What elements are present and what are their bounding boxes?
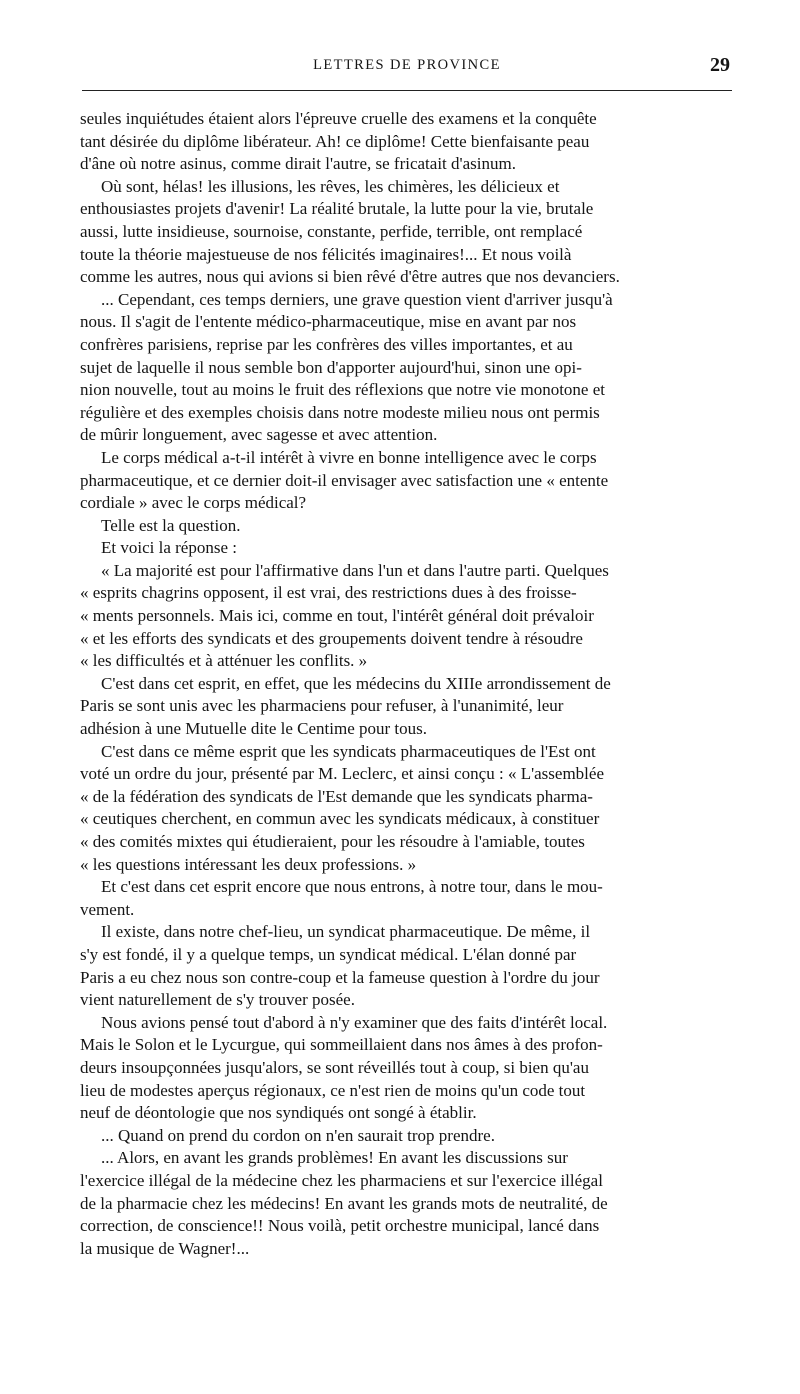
- text-line: confrères parisiens, reprise par les confrères des villes importantes, et au: [80, 334, 573, 354]
- text-line: Il existe, dans notre chef-lieu, un syndicat pharmaceutique. De même, il: [101, 922, 591, 942]
- text-line: ... Quand on prend du cordon on n'en saurait trop prendre.: [101, 1125, 495, 1145]
- text-line: « de la fédération des syndicats de l'Est demande que les syndicats pharma-: [80, 786, 593, 806]
- text-line: Mais le Solon et le Lycurgue, qui sommeillaient dans nos âmes à des profon-: [80, 1035, 603, 1055]
- text-line: tant désirée du diplôme libérateur. Ah! ce diplôme! Cette bienfaisante peau: [80, 131, 590, 151]
- text-line: Et c'est dans cet esprit encore que nous entrons, à notre tour, dans le mou-: [101, 877, 603, 897]
- text-line: Telle est la question.: [101, 515, 241, 535]
- text-line: seules inquiétudes étaient alors l'épreuve cruelle des examens et la conquête: [80, 109, 597, 128]
- text-line: correction, de conscience!! Nous voilà, petit orchestre municipal, lancé dans: [80, 1216, 600, 1236]
- text-line: ... Cependant, ces temps derniers, une grave question vient d'arriver jusqu'à: [101, 289, 613, 309]
- text-line: s'y est fondé, il y a quelque temps, un syndicat médical. L'élan donné par: [80, 944, 577, 964]
- text-line: de mûrir longuement, avec sagesse et avec attention.: [80, 425, 438, 445]
- text-line: régulière et des exemples choisis dans notre modeste milieu nous ont permis: [80, 402, 600, 422]
- text-line: l'exercice illégal de la médecine chez les pharmaciens et sur l'exercice illégal: [80, 1170, 603, 1190]
- text-line: comme les autres, nous qui avions si bien rêvé d'être autres que nos devanciers.: [80, 267, 620, 287]
- text-line: « esprits chagrins opposent, il est vrai, des restrictions dues à des froisse-: [80, 583, 577, 603]
- text-line: pharmaceutique, et ce dernier doit-il envisager avec satisfaction une « entente: [80, 470, 609, 490]
- text-line: adhésion à une Mutuelle dite le Centime pour tous.: [80, 719, 428, 739]
- text-line: « ceutiques cherchent, en commun avec les syndicats médicaux, à constituer: [80, 809, 600, 829]
- text-line: vient naturellement de s'y trouver posée.: [80, 990, 355, 1010]
- text-line: vement.: [80, 899, 135, 919]
- text-line: « et les efforts des syndicats et des groupements doivent tendre à résoudre: [80, 628, 583, 648]
- text-line: Le corps médical a-t-il intérêt à vivre en bonne intelligence avec le corps: [101, 447, 597, 467]
- running-head: [82, 56, 732, 80]
- text-line: Paris se sont unis avec les pharmaciens pour refuser, à l'unanimité, leur: [80, 696, 564, 716]
- body-text: [80, 108, 730, 1260]
- page-number: 29: [710, 54, 730, 76]
- text-line: la musique de Wagner!...: [80, 1238, 250, 1258]
- text-line: deurs insoupçonnées jusqu'alors, se sont réveillés tout à coup, si bien qu'au: [80, 1057, 589, 1077]
- text-line: voté un ordre du jour, présenté par M. Leclerc, et ainsi conçu : « L'assemblée: [80, 764, 604, 784]
- text-line: C'est dans cet esprit, en effet, que les médecins du XIIIe arrondissement de: [101, 673, 611, 693]
- text-line: « La majorité est pour l'affirmative dans l'un et dans l'autre parti. Quelques: [101, 560, 609, 580]
- text-line: Nous avions pensé tout d'abord à n'y examiner que des faits d'intérêt local.: [101, 1012, 608, 1032]
- text-line: sujet de laquelle il nous semble bon d'apporter aujourd'hui, sinon une opi-: [80, 357, 582, 377]
- text-line: cordiale » avec le corps médical?: [80, 493, 307, 513]
- text-line: « les questions intéressant les deux professions. »: [80, 854, 417, 874]
- text-line: ... Alors, en avant les grands problèmes! En avant les discussions sur: [101, 1148, 568, 1168]
- text-line: Où sont, hélas! les illusions, les rêves, les chimères, les délicieux et: [101, 176, 560, 196]
- text-line: neuf de déontologie que nos syndiqués ont songé à établir.: [80, 1103, 477, 1123]
- text-line: Paris a eu chez nous son contre-coup et la fameuse question à l'ordre du jour: [80, 967, 600, 987]
- text-line: « des comités mixtes qui étudieraient, pour les résoudre à l'amiable, toutes: [80, 832, 585, 851]
- text-line: enthousiastes projets d'avenir! La réalité brutale, la lutte pour la vie, brutale: [80, 199, 594, 219]
- text-line: aussi, lutte insidieuse, sournoise, constante, perfide, terrible, ont remplacé: [80, 221, 583, 241]
- text-line: « les difficultés et à atténuer les conflits. »: [80, 651, 368, 671]
- text-line: lieu de modestes aperçus régionaux, ce n'est rien de moins qu'un code tout: [80, 1080, 586, 1100]
- running-title: LETTRES DE PROVINCE: [313, 57, 501, 73]
- text-line: nion nouvelle, tout au moins le fruit des réflexions que notre vie monotone et: [80, 380, 605, 400]
- text-line: nous. Il s'agit de l'entente médico-pharmaceutique, mise en avant par nos: [80, 312, 577, 332]
- text-line: C'est dans ce même esprit que les syndicats pharmaceutiques de l'Est ont: [101, 741, 596, 761]
- text-line: « ments personnels. Mais ici, comme en tout, l'intérêt général doit prévaloir: [80, 606, 594, 626]
- text-line: Et voici la réponse :: [101, 538, 237, 558]
- header-rule: [82, 90, 732, 91]
- text-line: d'âne où notre asinus, comme dirait l'autre, se fricatait d'asinum.: [80, 154, 516, 174]
- text-line: de la pharmacie chez les médecins! En avant les grands mots de neutralité, de: [80, 1193, 608, 1213]
- text-line: toute la théorie majestueuse de nos félicités imaginaires!... Et nous voilà: [80, 244, 572, 264]
